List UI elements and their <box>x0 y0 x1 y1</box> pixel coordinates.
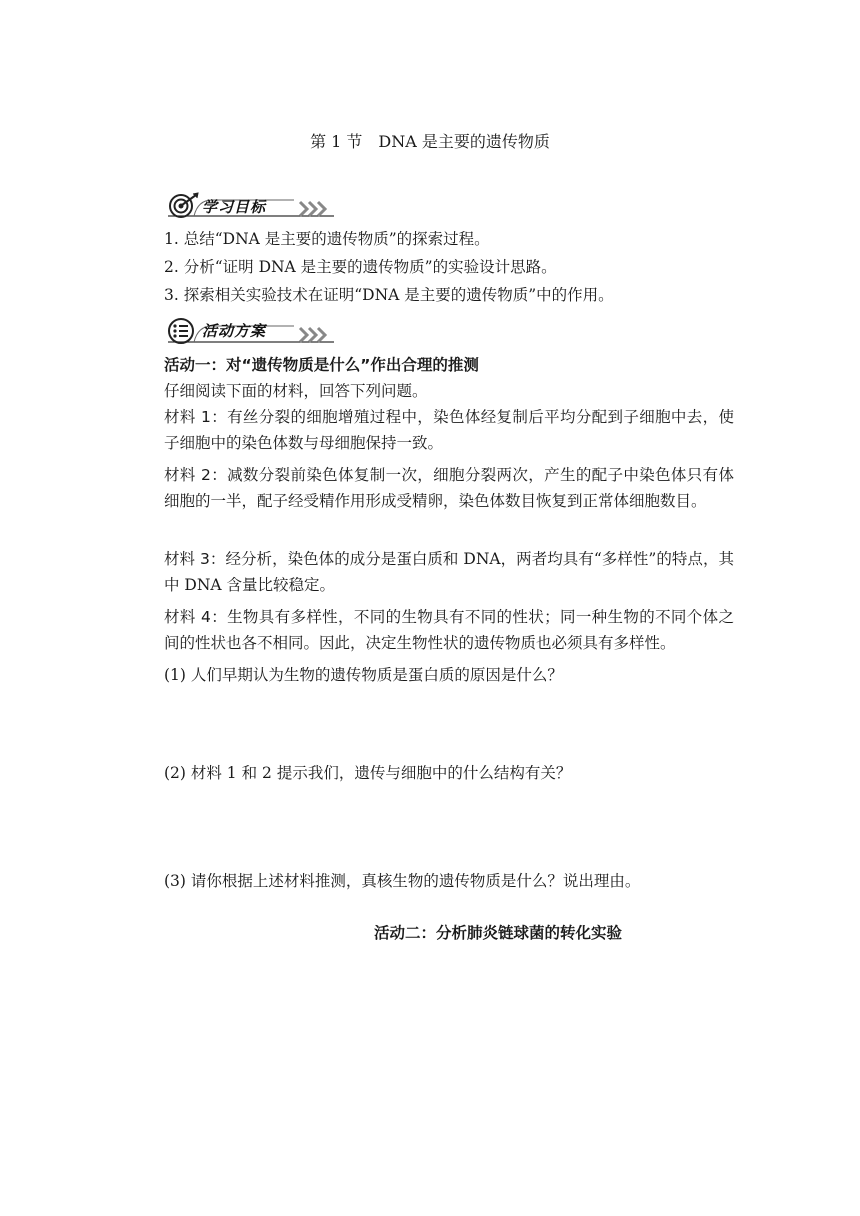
material-4-text: 生物具有多样性，不同的生物具有不同的性状；同一种生物的不同个体之间的性状也各不相同。因此，决定生物性状的遗传物质也必须具有多样性。 <box>164 608 734 652</box>
activity-plan-label: 活动方案 <box>202 322 267 340</box>
material-4 <box>164 604 734 656</box>
intro-text: 仔细阅读下面的材料，回答下列问题。 <box>164 382 428 400</box>
material-2-text: 减数分裂前染色体复制一次，细胞分裂两次，产生的配子中染色体只有体细胞的一半，配子经受精作用形成受精卵，染色体数目恢复到正常体细胞数目。 <box>164 466 734 510</box>
chevrons-icon <box>300 202 325 216</box>
learning-goals-label: 学习目标 <box>202 198 267 216</box>
activity-plan-badge <box>164 316 340 346</box>
question-3: (3) 请你根据上述材料推测，真核生物的遗传物质是什么？说出理由。 <box>164 872 641 890</box>
chevrons-icon <box>300 328 325 342</box>
material-1-lead: 材料 1： <box>164 408 228 426</box>
activity-2-title: 活动二：分析肺炎链球菌的转化实验 <box>374 924 623 942</box>
material-3 <box>164 546 734 598</box>
goal-3: 3. 探索相关实验技术在证明“DNA 是主要的遗传物质”中的作用。 <box>164 286 614 304</box>
activity-1-title: 活动一：对“遗传物质是什么”作出合理的推测 <box>164 356 479 374</box>
material-1-text: 有丝分裂的细胞增殖过程中，染色体经复制后平均分配到子细胞中去，使子细胞中的染色体数与母细胞保持一致。 <box>164 408 734 452</box>
learning-goals-badge <box>164 192 340 222</box>
goal-1: 1. 总结“DNA 是主要的遗传物质”的探索过程。 <box>164 230 490 248</box>
material-3-lead: 材料 3： <box>164 550 226 568</box>
material-3-text: 经分析，染色体的成分是蛋白质和 DNA，两者均具有“多样性”的特点，其中 DNA 含量比较稳定。 <box>164 550 734 594</box>
material-2 <box>164 462 734 514</box>
material-2-lead: 材料 2： <box>164 466 228 484</box>
material-4-lead: 材料 4： <box>164 608 228 626</box>
question-2: (2) 材料 1 和 2 提示我们，遗传与细胞中的什么结构有关？ <box>164 764 572 782</box>
material-1 <box>164 404 734 456</box>
goal-2: 2. 分析“证明 DNA 是主要的遗传物质”的实验设计思路。 <box>164 258 557 276</box>
page-title: 第 1 节 DNA 是主要的遗传物质 <box>310 132 550 151</box>
question-1: (1) 人们早期认为生物的遗传物质是蛋白质的原因是什么？ <box>164 666 563 684</box>
